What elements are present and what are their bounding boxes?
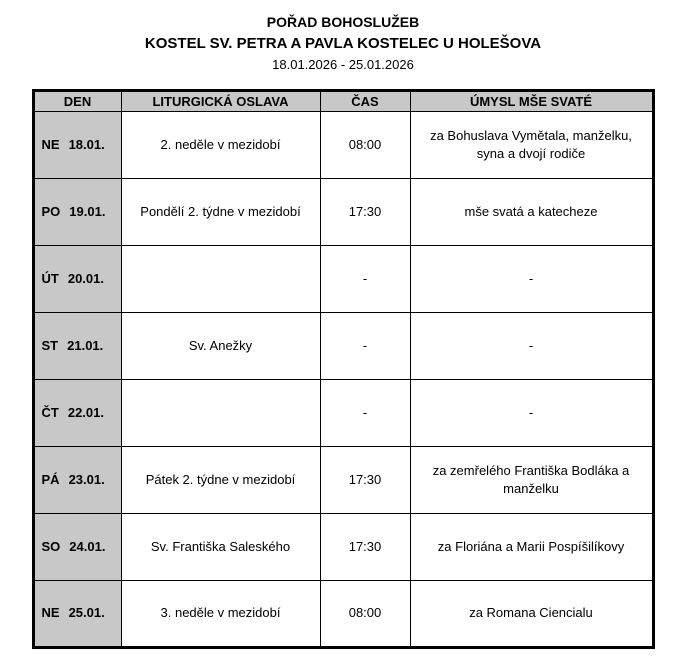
column-header-intention: ÚMYSL MŠE SVATÉ [410,90,653,111]
day-abbr: ÚT [41,270,59,286]
day-label [42,270,105,288]
time-cell: 17:30 [320,178,410,245]
day-date: 19.01. [69,203,106,219]
day-date: 24.01. [69,538,106,554]
day-label [42,604,105,622]
page-title: POŘAD BOHOSLUŽEB [266,14,420,30]
day-abbr: ČT [41,404,59,420]
day-date: 22.01. [67,404,104,420]
date-range: 18.01.2026 - 25.01.2026 [272,56,414,72]
day-label [42,404,105,422]
celebration-cell: 2. neděle v mezidobí [121,111,320,178]
day-cell [33,312,121,379]
day-label [42,538,106,556]
day-label [42,337,104,355]
table-row [33,245,653,312]
intention-cell: za Bohuslava Vymětala, manželku, syna a dvojí rodiče [410,111,653,178]
time-cell: 17:30 [320,446,410,513]
intention-cell: - [410,379,653,446]
day-date: 25.01. [68,605,105,621]
day-date: 18.01. [68,136,105,152]
celebration-cell: Sv. Anežky [121,312,320,379]
time-cell: - [320,379,410,446]
celebration-cell: Pondělí 2. týdne v mezidobí [121,178,320,245]
intention-cell: - [410,312,653,379]
day-cell [33,580,121,647]
celebration-cell: Pátek 2. týdne v mezidobí [121,446,320,513]
intention-cell: za Romana Ciencialu [410,580,653,647]
intention-cell: mše svatá a katecheze [410,178,653,245]
day-label [42,203,106,221]
table-row [33,312,653,379]
celebration-cell [121,379,320,446]
day-date: 20.01. [67,270,104,286]
day-cell [33,111,121,178]
day-abbr: PÁ [41,471,60,487]
day-abbr: NE [41,605,60,621]
page-subtitle: KOSTEL SV. PETRA A PAVLA KOSTELEC U HOLEŠOVA [144,35,542,52]
table-row [33,178,653,245]
column-header-celebration: LITURGICKÁ OSLAVA [121,90,320,111]
celebration-cell [121,245,320,312]
time-cell: 08:00 [320,580,410,647]
day-label [42,471,105,489]
table-row [33,379,653,446]
intention-cell: - [410,245,653,312]
document-header [0,0,686,76]
day-cell [33,513,121,580]
day-date: 23.01. [68,471,105,487]
intention-cell: za zemřelého Františka Bodláka a manželku [410,446,653,513]
column-header-day: DEN [33,90,121,111]
time-cell: - [320,245,410,312]
day-cell [33,446,121,513]
day-abbr: ST [41,337,59,353]
time-cell: 08:00 [320,111,410,178]
day-cell [33,178,121,245]
day-abbr: PO [41,203,61,219]
schedule-table [32,89,655,649]
time-cell: - [320,312,410,379]
table-row [33,580,653,647]
day-abbr: SO [41,538,61,554]
time-cell: 17:30 [320,513,410,580]
table-row [33,111,653,178]
intention-cell: za Floriána a Marii Pospíšilíkovy [410,513,653,580]
table-row [33,513,653,580]
day-abbr: NE [41,136,60,152]
day-cell [33,245,121,312]
table-row [33,446,653,513]
table-header-row [33,90,653,111]
column-header-time: ČAS [320,90,410,111]
day-cell [33,379,121,446]
day-date: 21.01. [67,337,104,353]
day-label [42,136,105,154]
celebration-cell: Sv. Františka Saleského [121,513,320,580]
celebration-cell: 3. neděle v mezidobí [121,580,320,647]
